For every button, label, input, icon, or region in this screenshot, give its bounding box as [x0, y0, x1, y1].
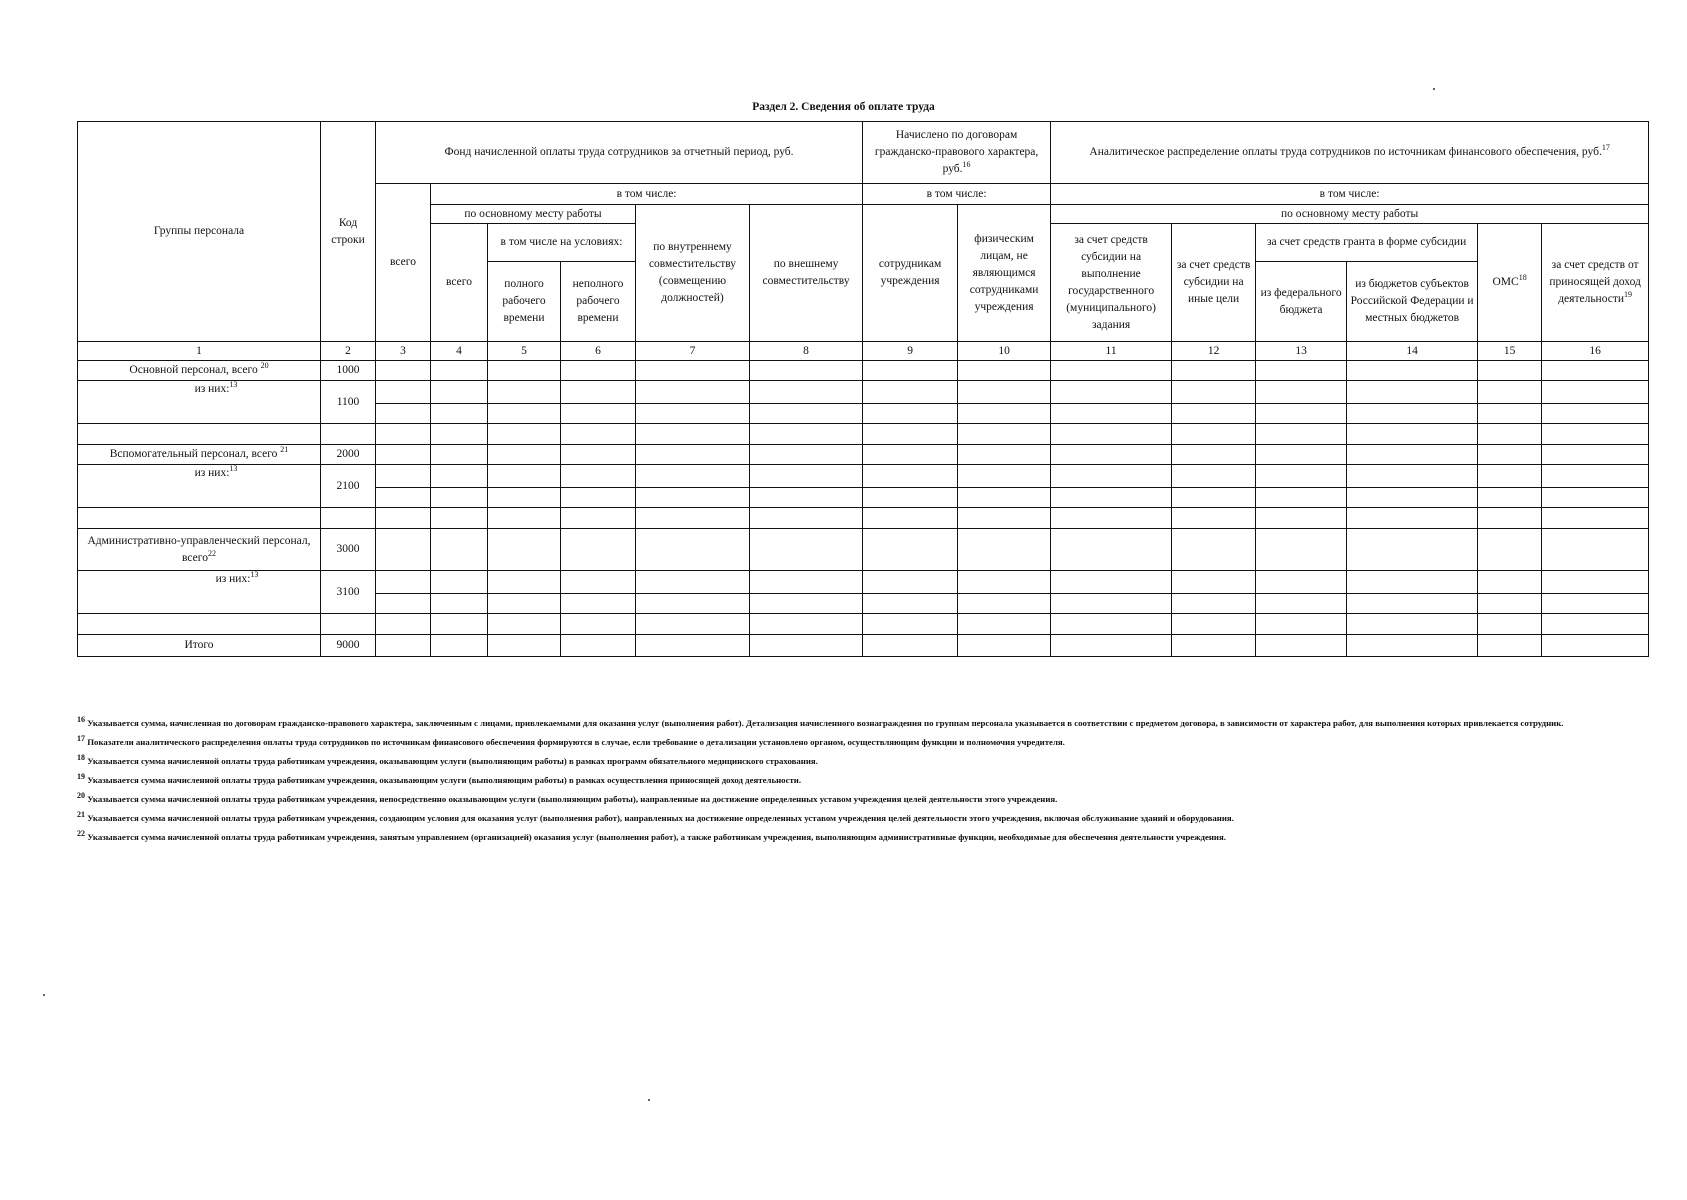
- table-row: [78, 614, 1649, 635]
- footnote: [77, 830, 1637, 845]
- table-row: [78, 508, 1649, 529]
- header-full-time: полного рабочего времени: [488, 262, 561, 342]
- table-row: [78, 445, 1649, 465]
- footnote-ref-22: 22: [207, 548, 216, 558]
- header-sub-total: всего: [431, 224, 488, 342]
- footnote-ref-19: 19: [1624, 290, 1633, 300]
- header-main-place-analytic: по основному месту работы: [1051, 205, 1649, 224]
- footnote-ref-13: 13: [229, 380, 238, 390]
- column-number: 8: [750, 342, 863, 361]
- row-code: 2000: [321, 445, 376, 465]
- column-number: 4: [431, 342, 488, 361]
- header-oms-text: ОМС: [1492, 276, 1519, 288]
- footnote-text: Показатели аналитического распределения оплаты труда сотрудников по источникам финансового обеспечения формируются в случае, если требование о детализации установлено органом, осуществляющим функции и полномочия учредителя.: [87, 737, 1065, 747]
- header-external: по внешнему совместительству: [750, 205, 863, 342]
- column-number: 15: [1478, 342, 1542, 361]
- header-total-all: всего: [376, 184, 431, 342]
- column-number: 16: [1542, 342, 1649, 361]
- header-income: [1542, 224, 1649, 342]
- column-number: 7: [636, 342, 750, 361]
- header-incl-civil: в том числе:: [863, 184, 1051, 205]
- header-civil: [863, 122, 1051, 184]
- header-civil-text: Начислено по договорам гражданско-правового характера, руб.: [874, 129, 1039, 175]
- footnote: [77, 811, 1637, 826]
- footnote-text: Указывается сумма, начисленная по договорам гражданско-правового характера, заключенным с лицами, привлекаемыми для оказания услуг (выполнения работ). Детализация начисленного вознаграждения по группам персонала указывается в соответствии с предметом договора, в зависимости от характера работ, для выполнения которых привлекается сотрудник.: [87, 718, 1564, 728]
- footnote-number: 20: [77, 791, 85, 801]
- section-title: Раздел 2. Сведения об оплате труда: [752, 101, 935, 113]
- header-state-task: за счет средств субсидии на выполнение государственного (муниципального) задания: [1051, 224, 1172, 342]
- header-incl-analytic: в том числе:: [1051, 184, 1649, 205]
- footnote: [77, 735, 1637, 750]
- scan-speck: [648, 1099, 650, 1101]
- header-part-time: неполного рабочего времени: [561, 262, 636, 342]
- header-analytic-text: Аналитическое распределение оплаты труда сотрудников по источникам финансового обеспечения, руб.: [1089, 146, 1602, 158]
- header-staff: сотрудникам учреждения: [863, 205, 958, 342]
- footnote: [77, 716, 1637, 731]
- header-incl-conditions: в том числе на условиях:: [488, 224, 636, 262]
- row-label-adm: [78, 529, 321, 571]
- footnote-ref-21: 21: [280, 445, 289, 455]
- table-row: [78, 424, 1649, 445]
- row-label-aux-of: [78, 465, 321, 508]
- column-number: 9: [863, 342, 958, 361]
- footnote-ref-16: 16: [962, 160, 971, 170]
- row-label-text: из них:: [215, 573, 251, 585]
- table-row: [78, 465, 1649, 488]
- header-grant: за счет средств гранта в форме субсидии: [1256, 224, 1478, 262]
- table-row: [78, 571, 1649, 594]
- total-row: [78, 635, 1649, 657]
- footnote-ref-17: 17: [1601, 143, 1610, 153]
- header-analytic: [1051, 122, 1649, 184]
- footnote-number: 16: [77, 715, 85, 725]
- row-code: 3100: [321, 571, 376, 614]
- row-code: 2100: [321, 465, 376, 508]
- footnote: [77, 792, 1637, 807]
- header-internal: по внутреннему совместительству (совмещению должностей): [636, 205, 750, 342]
- header-other-subsidy: за счет средств субсидии на иные цели: [1172, 224, 1256, 342]
- column-number: 6: [561, 342, 636, 361]
- column-numbers-row: [78, 342, 1649, 361]
- table-row: [78, 529, 1649, 571]
- footnote: [77, 754, 1637, 769]
- footnote-text: Указывается сумма начисленной оплаты труда работникам учреждения, создающим условия для оказания услуг (выполнения работ), направленных на достижение определенных уставом учреждения целей деятельности этого учреждения, включая обслуживание зданий и оборудования.: [87, 813, 1234, 823]
- footnote-number: 18: [77, 753, 85, 763]
- footnote-text: Указывается сумма начисленной оплаты труда работникам учреждения, занятым управлением (организацией) оказания услуг (выполнения работ), а также работникам учреждения, выполняющим административные функции, необходимые для обеспечения деятельности учреждения.: [87, 832, 1226, 842]
- header-income-text: за счет средств от приносящей доход деятельности: [1549, 259, 1641, 305]
- row-label-main-of: [78, 381, 321, 424]
- column-number: 2: [321, 342, 376, 361]
- row-code: 1100: [321, 381, 376, 424]
- row-label-text: из них:: [194, 383, 230, 395]
- row-label-text: Административно-управленческий персонал, всего: [87, 534, 311, 564]
- header-federal: из федерального бюджета: [1256, 262, 1347, 342]
- row-label-total: Итого: [78, 635, 321, 657]
- column-number: 3: [376, 342, 431, 361]
- footnote: [77, 773, 1637, 788]
- header-fund: Фонд начисленной оплаты труда сотрудников за отчетный период, руб.: [376, 122, 863, 184]
- row-label-text: Основной персонал, всего: [129, 364, 258, 376]
- row-label-adm-of: [78, 571, 321, 614]
- header-incl-fund: в том числе:: [431, 184, 863, 205]
- footnote-text: Указывается сумма начисленной оплаты труда работникам учреждения, непосредственно оказывающим услуги (выполняющим работы), направленные на достижение определенных уставом учреждения целей деятельности этого учреждения.: [87, 794, 1058, 804]
- row-label-main: [78, 361, 321, 381]
- table-row: [78, 381, 1649, 404]
- footnote-number: 19: [77, 772, 85, 782]
- footnote-text: Указывается сумма начисленной оплаты труда работникам учреждения, оказывающим услуги (выполняющим работы) в рамках программ обязательного медицинского страхования.: [87, 756, 818, 766]
- header-oms: [1478, 224, 1542, 342]
- table-row: [78, 361, 1649, 381]
- column-number: 11: [1051, 342, 1172, 361]
- column-number: 14: [1347, 342, 1478, 361]
- footnotes: [77, 716, 1637, 849]
- column-number: 13: [1256, 342, 1347, 361]
- footnote-ref-20: 20: [260, 361, 269, 371]
- header-groups: Группы персонала: [78, 122, 321, 342]
- column-number: 5: [488, 342, 561, 361]
- header-individuals: физическим лицам, не являющимся сотрудниками учреждения: [958, 205, 1051, 342]
- header-main-place: по основному месту работы: [431, 205, 636, 224]
- row-label-text: Вспомогательный персонал, всего: [109, 448, 278, 460]
- row-label-aux: [78, 445, 321, 465]
- scan-speck: [43, 994, 45, 996]
- row-label-text: из них:: [194, 467, 230, 479]
- row-code: 9000: [321, 635, 376, 657]
- column-number: 12: [1172, 342, 1256, 361]
- footnote-ref-13: 13: [250, 570, 259, 580]
- row-code: 3000: [321, 529, 376, 571]
- column-number: 10: [958, 342, 1051, 361]
- column-number: 1: [78, 342, 321, 361]
- row-code: 1000: [321, 361, 376, 381]
- footnote-number: 22: [77, 829, 85, 839]
- footnote-number: 21: [77, 810, 85, 820]
- header-regional: из бюджетов субъектов Российской Федерации и местных бюджетов: [1347, 262, 1478, 342]
- footnote-ref-13: 13: [229, 464, 238, 474]
- payroll-table: [77, 121, 1649, 657]
- footnote-text: Указывается сумма начисленной оплаты труда работникам учреждения, оказывающим услуги (выполняющим работы) в рамках осуществления приносящей доход деятельности.: [87, 775, 802, 785]
- footnote-ref-18: 18: [1518, 273, 1527, 283]
- scan-speck: [1433, 88, 1435, 90]
- footnote-number: 17: [77, 734, 85, 744]
- header-code: Код строки: [321, 122, 376, 342]
